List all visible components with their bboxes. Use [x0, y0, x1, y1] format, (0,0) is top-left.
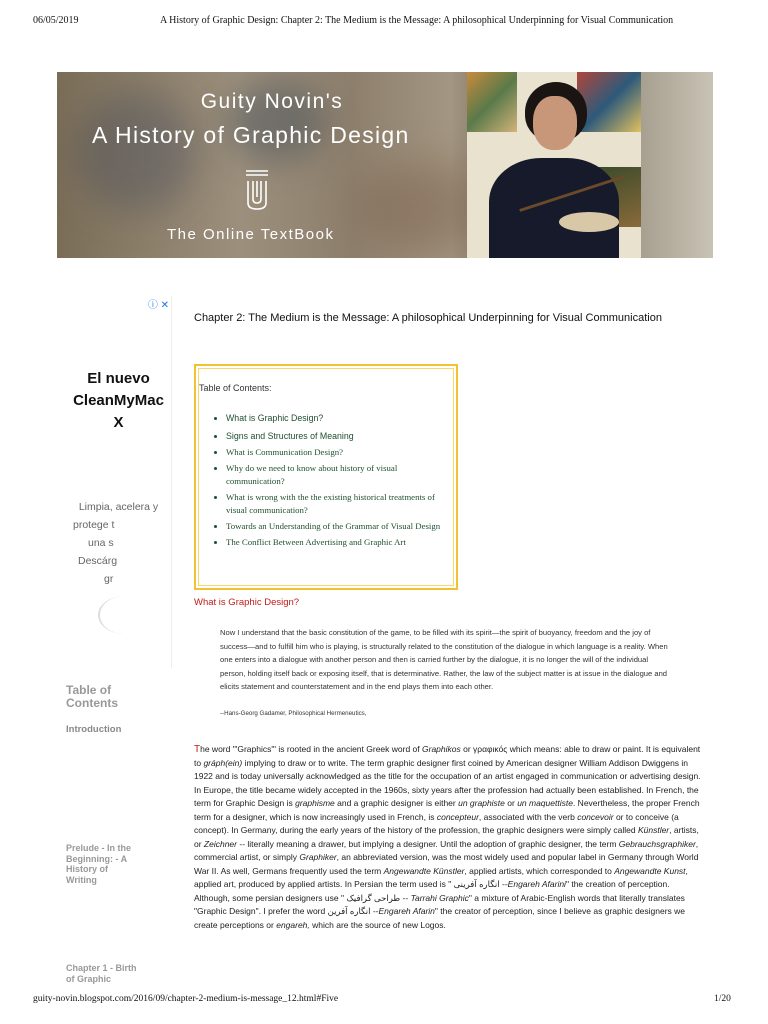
- epigraph-quote: Now I understand that the basic constitution of the game, to be filled with its spirit—the spirit of buoyancy, freedom and the joy of success—and to fulfill him who is playing, is structurally related to the constitution of the dialogue in which language is a reality. When one enters into a dialogue with another person and then is carried further by the dialogue, it is no longer the will of the individual person, holding itself back or exposing itself, that is determinative. Rather, the law of the subject matter is at issue in the dialogue and elicits statement and counterstatement and in the end plays them into each other.: [220, 628, 668, 691]
- toc-link-why-history[interactable]: • Why do we need to know about history of visual communication?: [226, 462, 444, 488]
- ad-headline-line: El nuevo: [87, 370, 150, 387]
- para-term: concevoir: [577, 811, 614, 822]
- para-term: Graphiker: [299, 852, 337, 862]
- advertisement[interactable]: [66, 296, 172, 668]
- toc-link-signs-and-structures[interactable]: • Signs and Structures of Meaning: [226, 430, 444, 443]
- para-text: he word '"Graphics"' is rooted in the ancient Greek word of: [200, 744, 422, 754]
- para-text: , associated with the verb: [478, 811, 578, 822]
- para-term: Graphikos: [422, 744, 461, 754]
- para-term: un maquettiste: [517, 798, 573, 808]
- epigraph-source: --Hans-Georg Gadamer, Philosophical Hermeneutics,: [220, 710, 367, 717]
- para-term: Künstler: [637, 825, 670, 835]
- toc-link-conflict[interactable]: • The Conflict Between Advertising and Graphic Art: [226, 536, 444, 549]
- para-term: Angewandte Kunst: [614, 865, 686, 876]
- toc-label: Table of Contents:: [199, 383, 272, 393]
- sidebar-item-introduction[interactable]: Introduction: [66, 724, 122, 735]
- para-text: which are the source of new Logos.: [309, 919, 446, 930]
- chapter-title: Chapter 2: The Medium is the Message: A philosophical Underpinning for Visual Communication: [194, 312, 662, 324]
- ad-body-line: protege t: [73, 519, 115, 531]
- ad-headline-line: X: [113, 414, 124, 431]
- sidebar-toc-heading: [66, 684, 118, 710]
- sidebar-item-chapter1[interactable]: [66, 963, 137, 984]
- para-term: Gebrauchsgraphiker: [618, 838, 696, 849]
- toc-link-grammar[interactable]: • Towards an Understanding of the Grammar of Visual Design: [226, 520, 444, 533]
- print-date: 06/05/2019: [33, 15, 79, 26]
- toc-link-what-is-graphic-design[interactable]: • What is Graphic Design?: [226, 412, 444, 425]
- para-term: Angewandte Künstler: [383, 865, 465, 876]
- logo-icon: [242, 167, 272, 220]
- toc-link-whats-wrong[interactable]: • What is wrong with the the existing historical treatments of visual communication?: [226, 491, 444, 517]
- para-text: , applied art, produced by applied artists. In Persian the term used is " انگاره آفرینی --: [194, 865, 688, 889]
- print-page-number: 1/20: [714, 994, 731, 1004]
- site-banner[interactable]: [57, 72, 713, 258]
- ad-body-line: una s: [88, 537, 114, 549]
- author-photo: [467, 72, 641, 258]
- section-heading: What is Graphic Design?: [194, 597, 300, 608]
- ad-headline-line: CleanMyMac: [73, 392, 164, 409]
- para-text: or: [504, 798, 518, 808]
- ad-body-line: Descárg: [78, 555, 118, 567]
- ad-body-line: Limpia, acelera y: [78, 501, 159, 513]
- banner-tagline: The Online TextBook: [167, 226, 335, 243]
- para-term: Engareh Afarini: [507, 879, 566, 889]
- ad-button-icon[interactable]: [98, 596, 150, 634]
- para-text: , an abbreviated version, was the most widely used and popular label in Germany through World War II. As well, Germans frequently used the term: [194, 852, 699, 876]
- sidebar-item-line: History of: [66, 864, 109, 874]
- para-text: " the creation of perception. Although, some persian designers use " طراحی گرافیک --: [194, 879, 670, 903]
- para-term: Tarrahi Graphic: [410, 892, 469, 903]
- ad-body-line: gr: [104, 573, 114, 585]
- sidebar-toc-heading-line: Table of: [66, 683, 112, 697]
- ad-close-icon[interactable]: ⓘ ✕: [147, 300, 169, 311]
- para-text: -- literally meaning a drawer, but implying a designer. Until the adoption of graphic designer, the term: [237, 838, 619, 849]
- ad-body: [66, 498, 171, 588]
- para-text: , commercial artist, or simply: [194, 838, 699, 862]
- para-text: or to conceive (a concept). In Germany, during the early years of the history of the profession, the graphic designers were simply called: [194, 811, 679, 835]
- body-paragraph: [194, 743, 702, 932]
- sidebar-item-line: Prelude - In the: [66, 843, 132, 853]
- banner-subtitle: A History of Graphic Design: [92, 122, 410, 148]
- para-term: engareh,: [276, 919, 310, 930]
- para-text: " the creator of perception, since I believe as graphic designers we create perceptions or: [194, 906, 686, 930]
- print-title: A History of Graphic Design: Chapter 2: The Medium is the Message: A philosophical Underpinning for Visual Communication: [160, 15, 674, 26]
- para-text: , artists, or: [194, 825, 699, 849]
- toc-link-communication-design[interactable]: • What is Communication Design?: [226, 446, 444, 459]
- para-term: un graphiste: [458, 798, 505, 808]
- para-text: " a mixture of Arabic-English words that literally translates "Graphic Design". I prefer the word انگاره آفرین --: [194, 892, 685, 916]
- para-text: and a graphic designer is either: [334, 798, 459, 808]
- para-text: or γραφικός which means: able to draw or paint. It is equivalent to: [194, 744, 701, 768]
- sidebar-toc-heading-line: Contents: [66, 696, 118, 710]
- para-term: Zeichner: [203, 838, 237, 849]
- sidebar-item-line: Writing: [66, 874, 97, 885]
- para-term: Engareh Afarin: [378, 906, 435, 916]
- para-text: implying to draw or to write. The term graphic designer first coined by American designer William Addison Dwiggens in 1922 and is today universally acknowledged as the title for the occupation of an artist engaged in communication or advertising design. In Europe, the title became widely accepted in the 1960s, sixty years after the profession had actually been established. In French, the term for Graphic Design is: [194, 757, 701, 808]
- banner-title: Guity Novin's: [200, 90, 344, 113]
- sidebar-item-prelude[interactable]: [66, 843, 131, 885]
- table-of-contents: [194, 364, 458, 590]
- ad-headline[interactable]: [66, 368, 171, 434]
- para-text: , applied artists, which corresponded to: [464, 865, 615, 876]
- para-text: . Nevertheless, the proper French term for a designer, which is now increasingly used in French, is: [194, 798, 700, 822]
- sidebar-item-line: of Graphic: [66, 973, 112, 984]
- drop-cap: T: [194, 744, 201, 755]
- para-term: gráph(ein): [203, 757, 243, 768]
- para-term: concepteur: [436, 811, 479, 822]
- sidebar-item-line: Chapter 1 - Birth: [66, 963, 137, 973]
- print-url: guity-novin.blogspot.com/2016/09/chapter-2-medium-is-message_12.html#Five: [33, 994, 339, 1004]
- para-term: graphisme: [295, 798, 335, 808]
- sidebar-item-line: Beginning: - A: [66, 853, 128, 864]
